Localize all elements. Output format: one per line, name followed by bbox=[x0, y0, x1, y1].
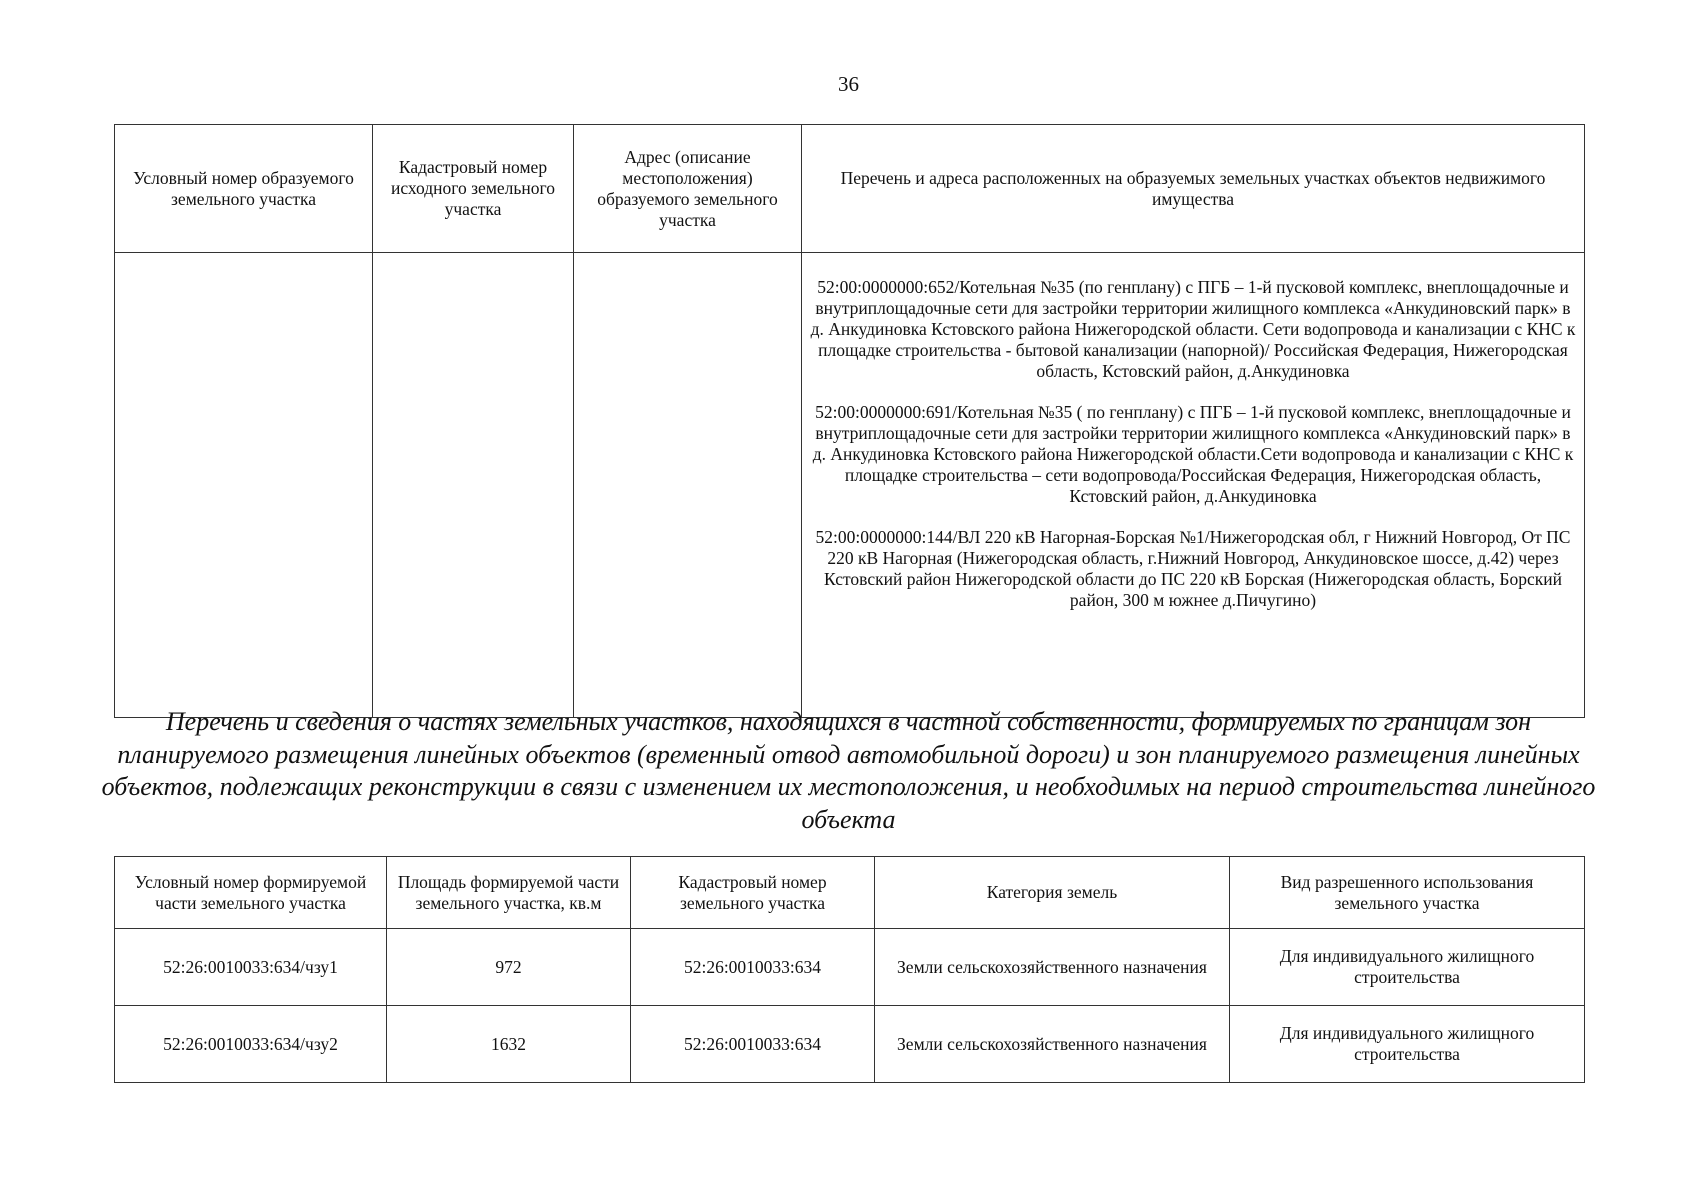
header-land-category: Категория земель bbox=[875, 857, 1230, 929]
cell-part-number: 52:26:0010033:634/чзу1 bbox=[115, 929, 387, 1006]
header-permitted-use: Вид разрешенного использования земельного участка bbox=[1230, 857, 1585, 929]
table-header-row bbox=[115, 857, 1585, 929]
cell-permitted-use: Для индивидуального жилищного строительства bbox=[1230, 1006, 1585, 1083]
header-conditional-number: Условный номер образуемого земельного участка bbox=[115, 125, 373, 253]
cell-area: 972 bbox=[387, 929, 631, 1006]
land-plot-parts-table bbox=[114, 856, 1585, 1083]
table-header-row bbox=[115, 125, 1585, 253]
cell-area: 1632 bbox=[387, 1006, 631, 1083]
cell-land-category: Земли сельскохозяйственного назначения bbox=[875, 1006, 1230, 1083]
cell-cadastral-number bbox=[373, 253, 574, 718]
header-area: Площадь формируемой части земельного участка, кв.м bbox=[387, 857, 631, 929]
cell-conditional-number bbox=[115, 253, 373, 718]
header-address: Адрес (описание местоположения) образуемого земельного участка bbox=[574, 125, 802, 253]
header-part-number: Условный номер формируемой части земельного участка bbox=[115, 857, 387, 929]
cell-land-category: Земли сельскохозяйственного назначения bbox=[875, 929, 1230, 1006]
header-source-cadastral-number: Кадастровый номер исходного земельного участка bbox=[373, 125, 574, 253]
page-number: 36 bbox=[838, 72, 859, 96]
cell-cadastral-number: 52:26:0010033:634 bbox=[631, 1006, 875, 1083]
cell-part-number: 52:26:0010033:634/чзу2 bbox=[115, 1006, 387, 1083]
cell-address bbox=[574, 253, 802, 718]
table-row bbox=[115, 253, 1585, 718]
cell-permitted-use: Для индивидуального жилищного строительства bbox=[1230, 929, 1585, 1006]
land-plots-table bbox=[114, 124, 1585, 718]
table-row bbox=[115, 929, 1585, 1006]
object-entry: 52:00:0000000:652/Котельная №35 (по генплану) с ПГБ – 1-й пусковой комплекс, внеплощадочные и внутриплощадочные сети для застройки территории жилищного комплекса «Анкудиновский парк» в д. Анкудиновка Кстовского района Нижегородской области. Сети водопровода и канализации с КНС к площадке строительства - бытовой канализации (напорной)/ Российская Федерация, Нижегородская область, Кстовский район, д.Анкудиновка bbox=[810, 277, 1576, 381]
table-row bbox=[115, 1006, 1585, 1083]
header-objects-list: Перечень и адреса расположенных на образуемых земельных участках объектов недвижимого имущества bbox=[802, 125, 1585, 253]
cell-cadastral-number: 52:26:0010033:634 bbox=[631, 929, 875, 1006]
object-entry: 52:00:0000000:691/Котельная №35 ( по генплану) с ПГБ – 1-й пусковой комплекс, внеплощадочные и внутриплощадочные сети для застройки территории жилищного комплекса «Анкудиновский парк» в д. Анкудиновка Кстовского района Нижегородской области.Сети водопровода и канализации с КНС к площадке строительства – сети водопровода/Российская Федерация, Нижегородская область, Кстовский район, д.Анкудиновка bbox=[812, 402, 1574, 506]
section-heading: Перечень и сведения о частях земельных участков, находящихся в частной собственности, формируемых по границам зон планируемого размещения линейных объектов (временный отвод автомобильной дороги) и зон планируемого размещения линейных объектов, подлежащих реконструкции в связи с изменением их местоположения, и необходимых на период строительства линейного объекта bbox=[101, 707, 1596, 834]
cell-objects bbox=[802, 253, 1585, 718]
header-cadastral-number: Кадастровый номер земельного участка bbox=[631, 857, 875, 929]
object-entry: 52:00:0000000:144/ВЛ 220 кВ Нагорная-Борская №1/Нижегородская обл, г Нижний Новгород, От ПС 220 кВ Нагорная (Нижегородская область, г.Нижний Новгород, Анкудиновское шоссе, д.42) через Кстовский район Нижегородской области до ПС 220 кВ Борская (Нижегородская область, Борский район, 300 м южнее д.Пичугино) bbox=[815, 527, 1571, 610]
